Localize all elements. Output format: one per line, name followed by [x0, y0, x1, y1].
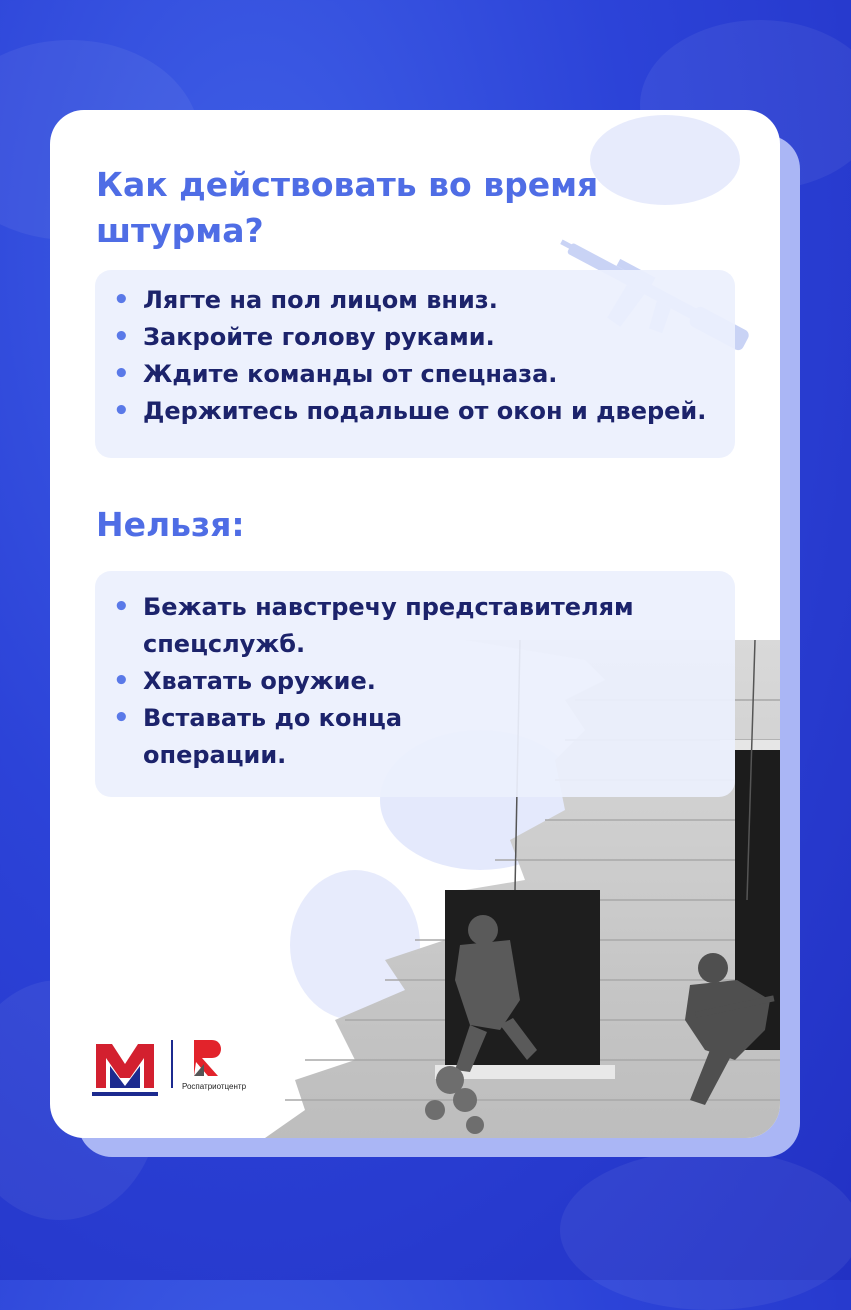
- mm-logo-icon: [92, 1036, 158, 1096]
- logo-separator: [171, 1040, 173, 1088]
- prohibitions-list: [95, 589, 735, 774]
- list-item: • Держитесь подальше от окон и дверей.: [95, 393, 735, 430]
- section-title: Нельзя:: [96, 505, 245, 544]
- list-item: • Хватать оружие.: [95, 663, 735, 700]
- instructions-box: [95, 270, 735, 458]
- info-card: [50, 110, 780, 1138]
- list-item: • Вставать до конца операции.: [95, 700, 413, 774]
- rospatriotcenter-logo-icon: [188, 1036, 228, 1080]
- logos: [92, 1030, 292, 1102]
- list-item: • Бежать навстречу представителям спецслужб.: [95, 589, 663, 663]
- instructions-list: [95, 282, 735, 430]
- page-title: Как действовать во время штурма?: [96, 165, 599, 250]
- list-item: • Закройте голову руками.: [95, 319, 735, 356]
- rospatriotcenter-label: Роспатриотцентр: [182, 1082, 247, 1091]
- background-splatter: [560, 1150, 851, 1310]
- prohibitions-box: [95, 571, 735, 797]
- list-item: • Лягте на пол лицом вниз.: [95, 282, 735, 319]
- list-item: • Ждите команды от спецназа.: [95, 356, 735, 393]
